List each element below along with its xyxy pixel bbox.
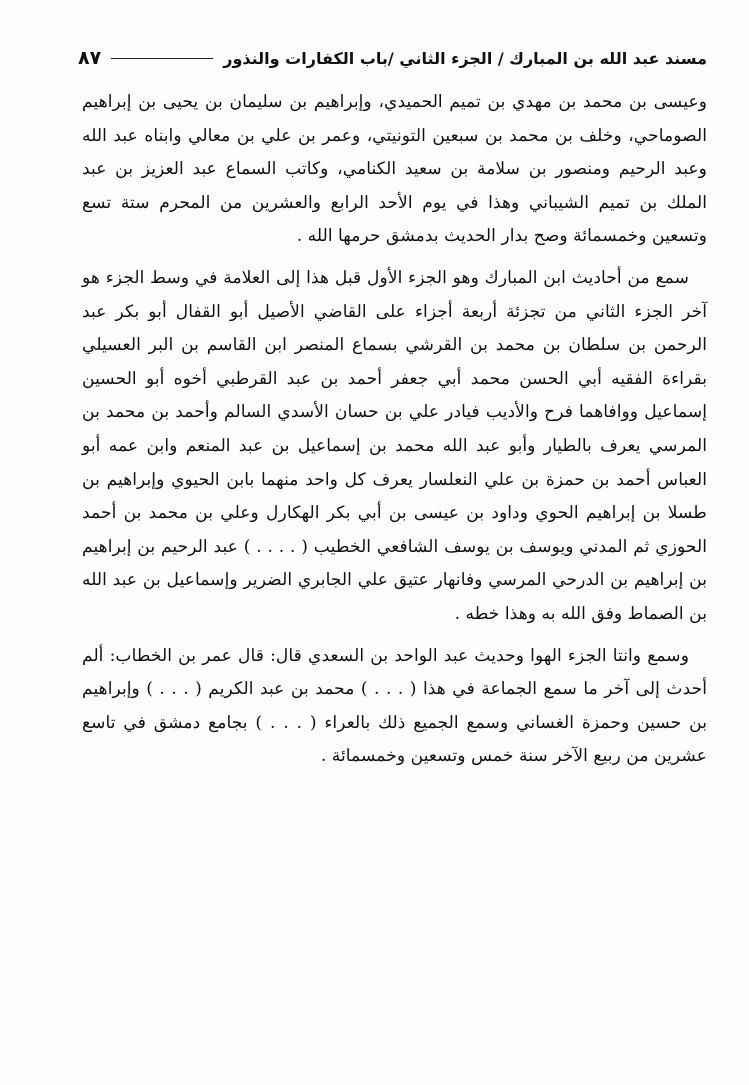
paragraph-3: وسمع وانتا الجزء الهوا وحديث عبد الواحد بن السعدي قال: قال عمر بن الخطاب: ألم أحدث إلى آخر ما سمع الجماعة في هذا ( . . . ) محمد بن عبد الكريم ( . . . ) وإبراهيم بن حسين وحمزة الغساني وسمع الجميع ذلك بالعراء ( . . . ) بجامع دمشق في تاسع عشرين من ربيع الآخر سنة خمس وتسعين وخمسمائة . [82, 645, 707, 767]
page-header [78, 38, 707, 78]
paragraph-1: وعيسى بن محمد بن مهدي بن تميم الحميدي، وإبراهيم بن سليمان بن يحيى بن إبراهيم الصوماحي، وخلف بن محمد بن سبعين التونيتي، وعمر بن علي بن معالي وابناه عبد الله وعبد الرحيم ومنصور بن سلامة بن سعيد الكنامي، وكاتب السماع عبد العزيز بن عبد الملك بن تميم الشيباني وهذا في يوم الأحد الرابع والعشرين من المحرم ستة تسع وتسعين وخمسمائة وصح بدار الحديث بدمشق حرمها الله . [82, 92, 707, 247]
page-number: ٨٧ [78, 47, 102, 69]
body-text [82, 86, 707, 774]
header-rule [111, 58, 213, 59]
paragraph-2: سمع من أحاديث ابن المبارك وهو الجزء الأول قبل هذا إلى العلامة في وسط الجزء هو آخر الجزء الثاني من تجزئة أربعة أجزاء على القاضي الأصيل أبو القفال أبو بكر عبد الرحمن بن سلطان بن محمد بن القرشي بسماع المنصر ابن القاسم بن البر العسيلي بقراءة الفقيه أبي الحسن محمد أبي جعفر أحمد بن عبد القرطبي أخوه أبو الحسين إسماعيل ووافاهما فرح والأديب فيادر علي بن حسان الأسدي السالم وأحمد بن محمد بن المرسي يعرف بالطيار وأبو عبد الله محمد بن إسماعيل بن عبد المنعم وابن عمه أبو العباس أحمد بن حمزة بن علي النعلسار يعرف كل واحد منهما بابن الحيوي وإبراهيم بن طسلا بن إبراهيم الحوي وداود بن عيسى بن أبي بكر الهكارل وعلي بن محمد بن أحمد الحوزي ثم المدني ويوسف بن يوسف الشافعي الخطيب ( . . . . ) عبد الرحيم بن إبراهيم بن إبراهيم بن الدرحي المرسي وفانهار عتيق علي الجابري الضرير وإسماعيل بن عبد الله بن الصماط وفق الله به وهذا خطه . [82, 267, 707, 624]
running-title: مسند عبد الله بن المبارك / الجزء الثاني /باب الكفارات والنذور [223, 48, 707, 68]
